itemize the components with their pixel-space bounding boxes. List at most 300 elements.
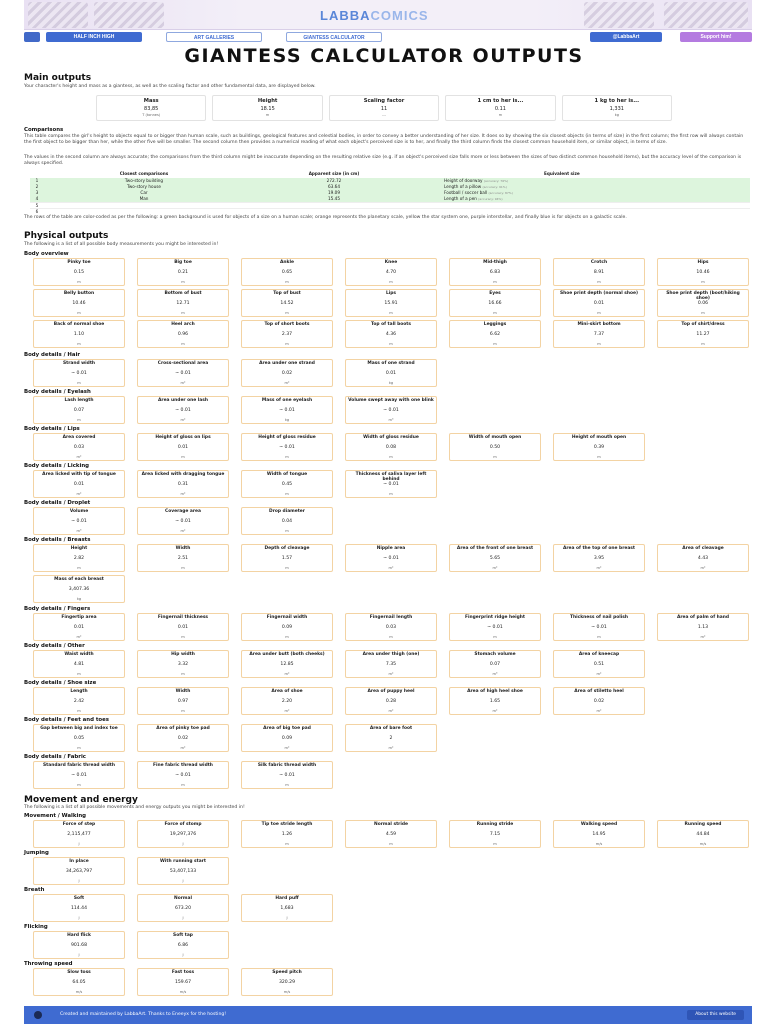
physical-outputs-intro: The following is a list of all possible body measurements you might be interested in!: [24, 242, 219, 247]
nav-labbaart[interactable]: @LabbaArt: [590, 32, 662, 42]
output-unit: J: [182, 916, 184, 920]
output-value: ~ 0.01: [279, 773, 295, 778]
comparisons-header: Closest comparisons: [119, 171, 169, 176]
output-label: Belly button: [63, 291, 95, 296]
output-label: Mass of one eyelash: [261, 398, 313, 403]
output-label: Fingertip area: [61, 615, 97, 620]
output-label: Area of kneecap: [578, 652, 620, 657]
group-heading: Body details / Fabric: [24, 754, 86, 760]
output-label: Area under butt (both cheeks): [249, 652, 325, 657]
comparison-equivalent: Length of a pen (accuracy: 94%): [444, 196, 503, 201]
movement-intro: The following is a list of all possible movements and energy outputs you might be interested in!: [24, 805, 245, 810]
output-label: Lips: [385, 291, 397, 296]
main-outputs-heading: Main outputs: [24, 73, 92, 83]
group-heading: Body details / Hair: [24, 352, 81, 358]
group-heading: Body details / Droplet: [24, 500, 91, 506]
output-card: [241, 258, 333, 286]
output-card: [449, 433, 541, 461]
banner-art-right: [584, 2, 654, 28]
output-card: [345, 820, 437, 848]
output-unit: m: [181, 311, 185, 315]
output-unit: m²: [284, 381, 290, 385]
main-output-cell: [96, 95, 206, 121]
output-label: Height of gloss residue: [258, 435, 316, 440]
group-heading: Flicking: [24, 924, 48, 930]
output-label: Area of palm of hand: [676, 615, 729, 620]
output-card: [33, 289, 125, 317]
output-value: 19,297,376: [169, 832, 197, 837]
output-unit: m/s: [179, 990, 187, 994]
output-card: [345, 687, 437, 715]
output-value: ~ 0.01: [71, 773, 87, 778]
output-unit: m²: [180, 529, 186, 533]
output-card: [137, 650, 229, 678]
output-value: ~ 0.01: [383, 408, 399, 413]
output-label: Area covered: [62, 435, 96, 440]
output-unit: m: [77, 280, 81, 284]
output-value: 6.62: [489, 332, 501, 337]
output-unit: m²: [596, 709, 602, 713]
output-unit: m³: [76, 529, 82, 533]
output-card: [137, 968, 229, 996]
output-label: Thickness of nail polish: [570, 615, 628, 620]
output-label: Area under thigh (one): [362, 652, 420, 657]
output-card: [137, 320, 229, 348]
group-heading: Body overview: [24, 251, 69, 257]
output-card: [241, 968, 333, 996]
output-label: Mass of each breast: [54, 577, 104, 582]
output-unit: kg: [284, 418, 290, 422]
output-unit: J: [78, 953, 80, 957]
comparison-equivalent: [424, 209, 750, 214]
output-unit: m: [389, 635, 393, 639]
output-unit: m²: [76, 635, 82, 639]
main-output-value: 1,331: [609, 106, 624, 112]
group-heading: Body details / Lips: [24, 426, 80, 432]
output-card: [657, 289, 749, 317]
output-label: Height of mouth open: [571, 435, 627, 440]
output-row: [33, 544, 749, 572]
output-card: [449, 544, 541, 572]
output-row: [33, 894, 333, 922]
output-value: 34,263,797: [65, 869, 93, 874]
output-label: Cross-sectional area: [157, 361, 209, 366]
main-output-value: 0.11: [494, 106, 506, 112]
output-label: Area of stiletto heel: [574, 689, 624, 694]
output-label: Hip width: [171, 652, 195, 657]
output-value: 0.15: [73, 270, 85, 275]
output-value: 1.26: [281, 832, 293, 837]
main-output-label: 1 kg to her is...: [594, 98, 640, 104]
output-card: [137, 258, 229, 286]
output-unit: m: [285, 566, 289, 570]
comparison-index: 1: [35, 178, 39, 183]
output-label: In place: [69, 859, 89, 864]
output-unit: m²: [76, 492, 82, 496]
output-unit: m²: [284, 746, 290, 750]
output-card: [137, 820, 229, 848]
comparison-accuracy: (accuracy: 91%): [482, 185, 507, 189]
output-label: Shoe print depth (normal shoe): [559, 291, 639, 296]
output-row: [33, 575, 125, 603]
output-unit: m³: [388, 418, 394, 422]
output-card: [241, 396, 333, 424]
output-value: 0.21: [177, 270, 189, 275]
output-card: [657, 544, 749, 572]
output-label: Soft tap: [173, 933, 193, 938]
output-unit: m²: [388, 746, 394, 750]
output-unit: m: [77, 783, 81, 787]
output-label: Drop diameter: [269, 509, 305, 514]
output-card: [241, 687, 333, 715]
group-heading: Breath: [24, 887, 45, 893]
output-value: 7.15: [489, 832, 501, 837]
output-unit: m: [77, 342, 81, 346]
comparison-equivalent: [424, 203, 750, 208]
comparison-equivalent: Height of doorway (accuracy: 76%): [444, 178, 509, 183]
output-unit: m: [389, 492, 393, 496]
output-label: Area of the top of one breast: [562, 546, 636, 551]
comparisons-table: [30, 171, 750, 214]
output-card: [553, 820, 645, 848]
output-label: Top of short boots: [264, 322, 310, 327]
output-card: [657, 820, 749, 848]
output-card: [553, 650, 645, 678]
output-card: [33, 613, 125, 641]
output-unit: m: [285, 342, 289, 346]
group-heading: Body details / Licking: [24, 463, 90, 469]
output-unit: J: [182, 879, 184, 883]
group-heading: Body details / Fingers: [24, 606, 91, 612]
output-unit: J: [78, 916, 80, 920]
output-unit: m: [493, 280, 497, 284]
comparison-object: Man: [139, 196, 149, 201]
output-value: 0.08: [385, 445, 397, 450]
output-row: [33, 687, 645, 715]
output-value: 0.04: [281, 519, 293, 524]
output-label: Eyes: [489, 291, 501, 296]
output-value: 114.44: [70, 906, 88, 911]
output-value: 0.01: [385, 371, 397, 376]
output-label: Coverage area: [165, 509, 201, 514]
output-label: Tip toe stride length: [261, 822, 313, 827]
nav-half-inch-high[interactable]: HALF INCH HIGH: [46, 32, 142, 42]
output-label: Heel arch: [171, 322, 195, 327]
output-label: Area of bare foot: [369, 726, 413, 731]
output-value: 12.85: [280, 662, 294, 667]
output-row: [33, 931, 229, 959]
site-banner: [24, 0, 752, 30]
nav-support[interactable]: Support him!: [680, 32, 752, 42]
comparison-index: 2: [35, 184, 39, 189]
output-row: [33, 968, 333, 996]
output-label: Stomach volume: [474, 652, 516, 657]
banner-art-left: [28, 2, 88, 28]
output-label: Fine fabric thread width: [153, 763, 213, 768]
output-card: [241, 470, 333, 498]
output-label: Top of bust: [273, 291, 301, 296]
output-card: [137, 724, 229, 752]
output-label: Running speed: [684, 822, 722, 827]
output-value: 6.83: [489, 270, 501, 275]
output-card: [241, 544, 333, 572]
output-label: Area of the front of one breast: [456, 546, 534, 551]
output-unit: m²: [492, 566, 498, 570]
output-value: 14.95: [592, 832, 606, 837]
output-value: 159.67: [174, 980, 192, 985]
output-card: [241, 820, 333, 848]
output-card: [449, 320, 541, 348]
output-unit: m: [77, 709, 81, 713]
output-value: 901.68: [70, 943, 88, 948]
output-card: [137, 613, 229, 641]
output-card: [33, 650, 125, 678]
output-unit: m²: [284, 709, 290, 713]
output-label: Nipple area: [376, 546, 406, 551]
output-unit: m: [389, 455, 393, 459]
output-label: Area of puppy heel: [367, 689, 415, 694]
output-label: Silk fabric thread width: [257, 763, 317, 768]
output-card: [345, 320, 437, 348]
comparisons-text-2: The values in the second column are always accurate; the comparisons from the third column might be inaccurate depending on the resulting relative size (e.g. if an object's perceived size falls more or less between the sizes of two distinct common household items), but the accuracy level of the comparison is always specified.: [24, 155, 742, 166]
output-unit: m: [77, 672, 81, 676]
output-value: 0.05: [73, 736, 85, 741]
output-card: [33, 724, 125, 752]
main-output-cell: [445, 95, 555, 121]
comparison-apparent-size: 63.64: [328, 184, 340, 189]
home-icon[interactable]: [24, 32, 40, 42]
output-unit: m: [285, 492, 289, 496]
output-unit: m: [285, 311, 289, 315]
main-outputs-table: [96, 95, 672, 121]
output-value: 10.46: [696, 270, 710, 275]
output-card: [449, 820, 541, 848]
output-unit: J: [78, 879, 80, 883]
output-card: [137, 433, 229, 461]
output-value: 3,407.36: [68, 587, 90, 592]
output-label: Width of tongue: [266, 472, 308, 477]
output-label: Area under one strand: [259, 361, 315, 366]
output-row: [33, 507, 333, 535]
logo-part-b: COMICS: [370, 8, 429, 23]
output-card: [241, 894, 333, 922]
output-unit: m²: [700, 566, 706, 570]
main-output-cell: [329, 95, 439, 121]
output-unit: m²: [180, 418, 186, 422]
output-unit: m³: [492, 672, 498, 676]
output-card: [241, 359, 333, 387]
output-unit: m: [597, 342, 601, 346]
output-value: 1,683: [280, 906, 294, 911]
output-value: 0.97: [177, 699, 189, 704]
output-unit: m: [701, 280, 705, 284]
main-output-unit: kg: [614, 113, 619, 117]
main-output-unit: ---: [382, 113, 386, 117]
output-row: [33, 820, 749, 848]
site-logo[interactable]: [320, 8, 429, 23]
output-card: [33, 359, 125, 387]
output-label: Area of high heel shoe: [467, 689, 523, 694]
group-heading: Throwing speed: [24, 961, 73, 967]
output-label: Lash length: [64, 398, 94, 403]
output-label: Walking speed: [580, 822, 618, 827]
output-label: Hard puff: [275, 896, 299, 901]
output-value: 0.07: [73, 408, 85, 413]
output-value: 0.39: [593, 445, 605, 450]
output-card: [137, 857, 229, 885]
comparison-row: [30, 196, 750, 202]
comparison-row: [30, 208, 750, 214]
output-card: [33, 575, 125, 603]
output-value: ~ 0.01: [383, 482, 399, 487]
output-value: 4.70: [385, 270, 397, 275]
output-value: 0.01: [177, 625, 189, 630]
comparisons-legend: The rows of the table are color-coded as per the following: a green background is used for objects of a size on a human scale; orange represents the planetary scale, yellow the star system one, purple interstellar, and finally blue is for objects on a galactic scale.: [24, 215, 627, 220]
banner-art-left-2: [94, 2, 164, 28]
output-label: With running start: [160, 859, 206, 864]
about-website-button[interactable]: About this website: [687, 1010, 744, 1020]
output-unit: m: [181, 566, 185, 570]
output-unit: m/s: [283, 990, 291, 994]
output-unit: m: [285, 455, 289, 459]
output-card: [241, 761, 333, 789]
output-value: ~ 0.01: [383, 556, 399, 561]
output-unit: m: [181, 672, 185, 676]
output-label: Gap between big and index toe: [40, 726, 118, 731]
labbaart-avatar-icon: [34, 1011, 42, 1019]
main-output-value: 18.15: [260, 106, 275, 112]
output-row: [33, 258, 749, 286]
output-value: 15.91: [384, 301, 398, 306]
output-value: 4.36: [385, 332, 397, 337]
output-row: [33, 433, 645, 461]
output-card: [345, 544, 437, 572]
comparisons-text-1: This table compares the girl's height to objects equal to or bigger than human scale, such as buildings, geological features and celestial bodies, in order to convey a better understanding of her size. It does so by showing the six closest objects (in terms of size) in the first column; the first row will always contain the first object to be bigger than her, while the other five will be smaller. The second column then provides a numerical reading of what each object's perceived size is to her, and finally the third column finds the closest common household item, or similar object, in terms of size.: [24, 134, 744, 145]
output-unit: m: [493, 455, 497, 459]
output-card: [657, 258, 749, 286]
group-heading: Body details / Eyelash: [24, 389, 91, 395]
output-label: Pinky toe: [67, 260, 91, 265]
comparisons-heading: Comparisons: [24, 127, 64, 133]
output-label: Hips: [697, 260, 709, 265]
output-unit: m: [597, 280, 601, 284]
output-unit: m: [181, 342, 185, 346]
output-value: ~ 0.01: [71, 371, 87, 376]
output-card: [345, 433, 437, 461]
output-value: 0.45: [281, 482, 293, 487]
output-value: ~ 0.01: [175, 519, 191, 524]
output-card: [345, 396, 437, 424]
comparisons-header: Equivalent size: [544, 171, 580, 176]
output-unit: m: [597, 635, 601, 639]
output-value: 8.91: [593, 270, 605, 275]
output-label: Width: [175, 546, 191, 551]
group-heading: Body details / Other: [24, 643, 85, 649]
output-label: Top of tall boots: [370, 322, 412, 327]
output-value: 0.01: [73, 625, 85, 630]
output-value: 3.32: [177, 662, 189, 667]
output-value: 4.43: [697, 556, 709, 561]
nav-giantess-calculator[interactable]: GIANTESS CALCULATOR: [286, 32, 382, 42]
output-label: Big toe: [174, 260, 192, 265]
nav-art-galleries[interactable]: ART GALLERIES: [166, 32, 262, 42]
output-unit: m: [77, 418, 81, 422]
movement-heading: Movement and energy: [24, 795, 138, 805]
comparison-equivalent: Football / soccer ball (accuracy: 87%): [444, 190, 513, 195]
comparison-object: Two-story house: [127, 184, 161, 189]
logo-part-a: LABBA: [320, 8, 371, 23]
page-title: GIANTESS CALCULATOR OUTPUTS: [184, 45, 584, 67]
footer-text: Created and maintained by LabbaArt. Thanks to Eneeyx for the hosting!: [60, 1012, 227, 1017]
output-label: Area of big toe pad: [263, 726, 311, 731]
output-value: 1.65: [489, 699, 501, 704]
output-card: [241, 724, 333, 752]
comparison-apparent-size: [244, 203, 424, 208]
output-card: [241, 507, 333, 535]
output-card: [657, 320, 749, 348]
output-value: 44.84: [696, 832, 710, 837]
output-value: 2.42: [73, 699, 85, 704]
output-card: [345, 359, 437, 387]
output-unit: m: [701, 311, 705, 315]
output-value: 2: [389, 736, 393, 741]
output-label: Length: [70, 689, 88, 694]
output-card: [553, 544, 645, 572]
output-unit: m: [285, 842, 289, 846]
output-card: [33, 433, 125, 461]
output-label: Fast toss: [171, 970, 195, 975]
output-label: Volume swept away with one blink: [348, 398, 434, 403]
output-card: [553, 289, 645, 317]
output-label: Width of gloss residue: [363, 435, 419, 440]
output-label: Fingernail thickness: [157, 615, 209, 620]
output-label: Force of step: [62, 822, 96, 827]
output-value: 0.50: [489, 445, 501, 450]
output-unit: m: [285, 280, 289, 284]
comparison-row: [30, 202, 750, 208]
comparison-index: 6: [35, 209, 39, 214]
output-unit: m: [77, 746, 81, 750]
output-unit: J: [182, 953, 184, 957]
output-unit: m: [77, 311, 81, 315]
main-output-cell: [212, 95, 322, 121]
output-card: [137, 894, 229, 922]
output-unit: m²: [284, 672, 290, 676]
output-unit: m: [493, 311, 497, 315]
output-card: [345, 650, 437, 678]
comparison-apparent-size: 15.45: [328, 196, 340, 201]
output-row: [33, 396, 437, 424]
output-label: Area licked with dragging tongue: [141, 472, 225, 477]
output-label: Knee: [384, 260, 398, 265]
output-value: 2.20: [281, 699, 293, 704]
output-value: 0.09: [281, 736, 293, 741]
output-label: Width of mouth open: [468, 435, 522, 440]
output-unit: m²: [180, 381, 186, 385]
output-value: 11.27: [696, 332, 710, 337]
output-label: Area under one lash: [158, 398, 208, 403]
output-label: Back of normal shoe: [53, 322, 105, 327]
output-value: 0.01: [177, 445, 189, 450]
output-unit: m²: [596, 672, 602, 676]
output-unit: m/s: [75, 990, 83, 994]
output-card: [241, 613, 333, 641]
output-unit: m: [181, 455, 185, 459]
output-card: [553, 433, 645, 461]
output-label: Fingernail length: [369, 615, 413, 620]
output-row: [33, 613, 749, 641]
output-card: [137, 761, 229, 789]
